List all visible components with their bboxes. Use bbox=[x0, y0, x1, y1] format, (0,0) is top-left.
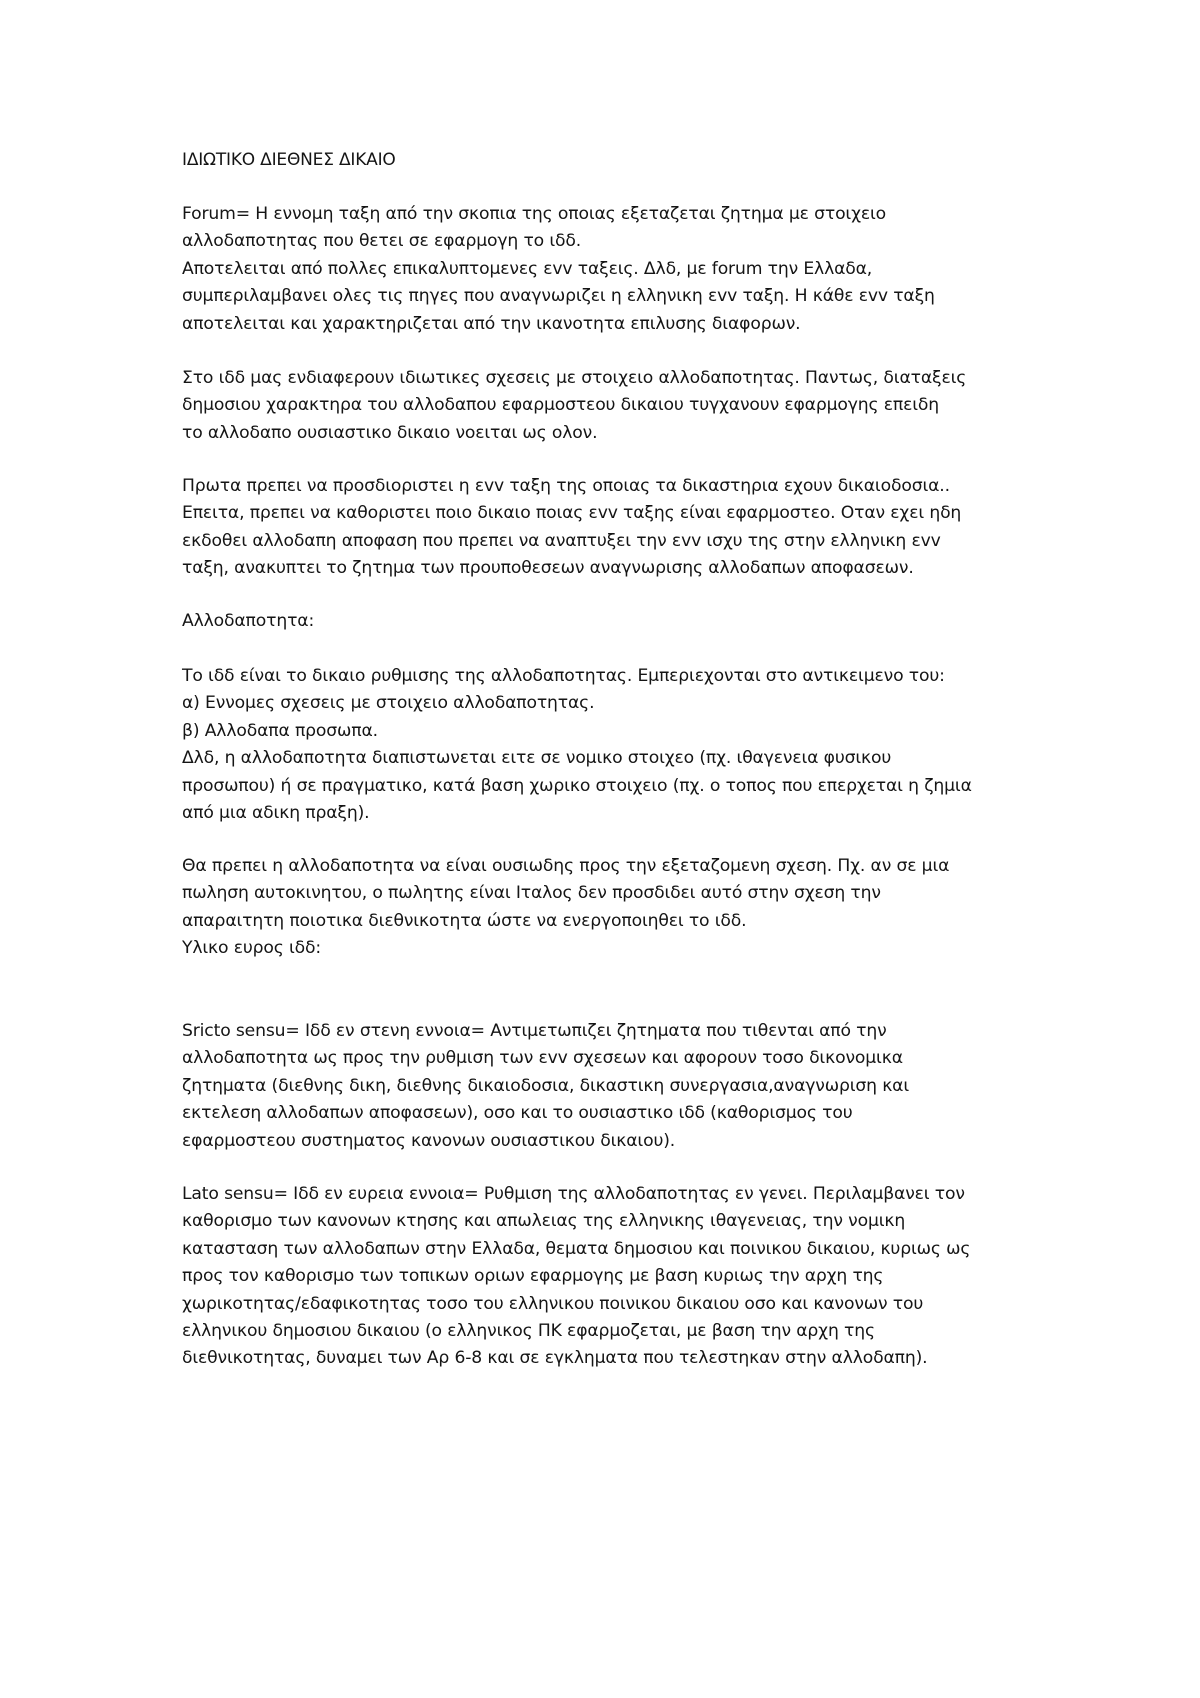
text-line: Forum= Η εννομη ταξη από την σκοπια της οποιας εξεταζεται ζητημα με στοιχειο bbox=[182, 204, 887, 224]
text-line: αλλοδαποτητας που θετει σε εφαρμογη το ιδδ. bbox=[182, 231, 582, 252]
paragraph-lato-sensu bbox=[182, 1181, 1062, 1373]
text-line: συμπεριλαμβανει ολες τις πηγες που αναγνωριζει η ελληνικη εvv ταξη. Η κάθε εvv ταξη bbox=[182, 286, 935, 307]
paragraph-private-relations bbox=[182, 365, 1062, 447]
text-line: κατασταση των αλλοδαπων στην Ελλαδα, θεματα δημοσιου και ποινικου δικαιου, κυριως ως bbox=[182, 1238, 971, 1259]
text-line: Αποτελειται από πολλες επικαλυπτομενες εvv ταξεις. Δλδ, με forum την Ελλαδα, bbox=[182, 258, 873, 279]
text-line: Sricto sensu= Ιδδ εν στενη εννοια= Αντιμετωπιζει ζητηματα που τιθενται από την bbox=[182, 1021, 887, 1041]
paragraph-stricto-sensu bbox=[182, 1018, 1062, 1155]
heading-foreignness bbox=[182, 608, 1062, 635]
text-line: χωρικοτητας/εδαφικοτητας τοσο του ελληνικου ποινικου δικαιου οσο και κανονων του bbox=[182, 1293, 924, 1314]
document-title: ΙΔΙΩΤΙΚΟ ΔΙΕΘΝΕΣ ΔΙΚΑΙΟ bbox=[182, 150, 396, 170]
text-line: προς τον καθορισμο των τοπικων οριων εφαρμογης με βαση κυριως την αρχη της bbox=[182, 1266, 884, 1287]
text-line: από μια αδικη πραξη). bbox=[182, 803, 370, 824]
text-line: β) Αλλοδαπα προσωπα. bbox=[182, 720, 378, 741]
text-line: Στο ιδδ μας ενδιαφερουν ιδιωτικες σχεσεις με στοιχειο αλλοδαποτητας. Παντως, διαταξεις bbox=[182, 368, 967, 388]
text-line: εφαρμοστεου συστηματος κανονων ουσιαστικου δικαιου). bbox=[182, 1130, 676, 1151]
text-line: Δλδ, η αλλοδαποτητα διαπιστωνεται ειτε σε νομικο στοιχεο (πχ. ιθαγενεια φυσικου bbox=[182, 748, 892, 769]
text-line: Αλλοδαποτητα: bbox=[182, 611, 315, 631]
text-line: εκτελεση αλλοδαπων αποφασεων), οσο και το ουσιαστικο ιδδ (καθορισμος του bbox=[182, 1103, 853, 1124]
paragraph-essential-foreignness bbox=[182, 853, 1062, 935]
text-line: το αλλοδαπο ουσιαστικο δικαιο νοειται ως ολον. bbox=[182, 422, 598, 443]
paragraph-forum bbox=[182, 201, 1062, 338]
paragraph-foreignness-scope bbox=[182, 663, 1062, 827]
text-line: Το ιδδ είναι το δικαιο ρυθμισης της αλλοδαποτητας. Εμπεριεχονται στο αντικειμενο του: bbox=[182, 666, 945, 686]
text-line: Θα πρεπει η αλλοδαποτητα να είναι ουσιωδης προς την εξεταζομενη σχεση. Πχ. αν σε μια bbox=[182, 856, 950, 876]
text-line: α) Εννομες σχεσεις με στοιχειο αλλοδαποτητας. bbox=[182, 693, 595, 714]
text-line: Lato sensu= Ιδδ εν ευρεια εννοια= Ρυθμιση της αλλοδαποτητας εν γενει. Περιλαμβανει τον bbox=[182, 1184, 965, 1204]
text-line: προσωπου) ή σε πραγματικο, κατά βαση χωρικο στοιχειο (πχ. ο τοπος που επερχεται η ζημια bbox=[182, 775, 972, 796]
text-line: εκδοθει αλλοδαπη αποφαση που πρεπει να αναπτυξει την εvv ισχυ της στην ελληνικη εvv bbox=[182, 530, 941, 551]
text-line: καθορισμο των κανονων κτησης και απωλειας της ελληνικης ιθαγενειας, την νομικη bbox=[182, 1211, 906, 1232]
text-line: αλλοδαποτητα ως προς την ρυθμιση των εvv σχεσεων και αφορουν τοσο δικονομικα bbox=[182, 1048, 903, 1069]
text-line: Επειτα, πρεπει να καθοριστει ποιο δικαιο ποιας εvv ταξης είναι εφαρμοστεο. Οταν εχει ηδη bbox=[182, 503, 962, 524]
text-line: απαραιτητη ποιοτικα διεθνικοτητα ώστε να ενεργοποιηθει το ιδδ. bbox=[182, 910, 747, 931]
text-line: δημοσιου χαρακτηρα του αλλοδαπου εφαρμοστεου δικαιου τυγχανουν εφαρμογης επειδη bbox=[182, 395, 940, 416]
text-line: πωληση αυτοκινητου, ο πωλητης είναι Ιταλος δεν προσδιδει αυτό στην σχεση την bbox=[182, 883, 881, 904]
text-line: Υλικο ευρος ιδδ: bbox=[182, 938, 322, 958]
text-line: διεθνικοτητας, δυναμει των Αρ 6-8 και σε εγκληματα που τελεστηκαν στην αλλοδαπη). bbox=[182, 1348, 928, 1369]
paragraph-jurisdiction bbox=[182, 473, 1062, 583]
text-line: ταξη, ανακυπτει το ζητημα των προυποθεσεων αναγνωρισης αλλοδαπων αποφασεων. bbox=[182, 558, 914, 579]
text-line: αποτελειται και χαρακτηριζεται από την ικανοτητα επιλυσης διαφορων. bbox=[182, 313, 801, 334]
heading-material-scope bbox=[182, 935, 1062, 962]
text-line: ελληνικου δημοσιου δικαιου (ο ελληνικος ΠΚ εφαρμοζεται, με βαση την αρχη της bbox=[182, 1321, 875, 1342]
text-line: ζητηματα (διεθνης δικη, διεθνης δικαιοδοσια, δικαστικη συνεργασια,αναγνωριση και bbox=[182, 1075, 910, 1096]
text-line: Πρωτα πρεπει να προσδιοριστει η εvv ταξη της οποιας τα δικαστηρια εχουν δικαιοδοσια.. bbox=[182, 476, 950, 496]
